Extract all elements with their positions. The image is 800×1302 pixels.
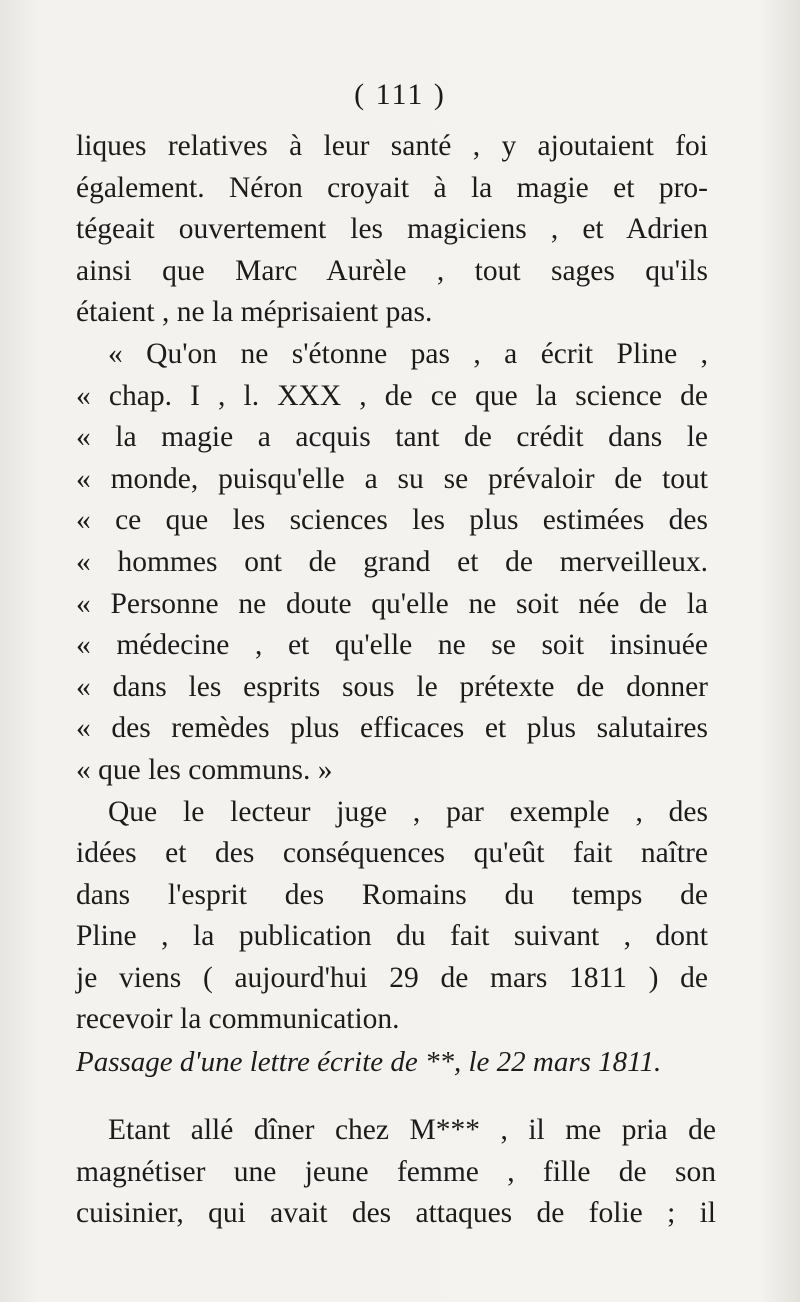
main-text xyxy=(76,126,708,1041)
page-number: ( 111 ) xyxy=(354,78,446,111)
text-line: dans l'esprit des Romains du temps de xyxy=(76,878,708,911)
text-line: étaient , ne la méprisaient pas. xyxy=(76,296,433,329)
text-line: « hommes ont de grand et de merveilleux. xyxy=(76,545,708,578)
text-line: Pline , la publication du fait suivant , dont xyxy=(76,920,708,953)
text-line: « Personne ne doute qu'elle ne soit née de la xyxy=(76,587,708,620)
text-line: « la magie a acquis tant de crédit dans le xyxy=(76,421,708,454)
text-line: je viens ( aujourd'hui 29 de mars 1811 ) de xyxy=(76,961,708,994)
text-line: recevoir la communication. xyxy=(76,1003,400,1036)
letter-text xyxy=(76,1110,716,1235)
text-line: « monde, puisqu'elle a su se prévaloir de tout xyxy=(76,462,708,495)
text-line: magnétiser une jeune femme , fille de son xyxy=(76,1155,716,1188)
text-line: Etant allé dîner chez M*** , il me pria de xyxy=(108,1114,716,1146)
text-line: ainsi que Marc Aurèle , tout sages qu'ils xyxy=(76,254,708,287)
section-caption: Passage d'une lettre écrite de **, le 22 mars 1811. xyxy=(76,1046,662,1078)
text-line: « Qu'on ne s'étonne pas , a écrit Pline , xyxy=(108,337,708,370)
text-line: « des remèdes plus efficaces et plus salutaires xyxy=(76,712,708,745)
text-line: Que le lecteur juge , par exemple , des xyxy=(108,795,708,828)
text-line: tégeait ouvertement les magiciens , et Adrien xyxy=(76,213,708,246)
text-line: idées et des conséquences qu'eût fait naître xyxy=(76,837,708,870)
text-line: « chap. I , l. XXX , de ce que la science de xyxy=(76,379,708,412)
text-line: « dans les esprits sous le prétexte de donner xyxy=(76,670,708,703)
text-line: « médecine , et qu'elle ne se soit insinuée xyxy=(76,629,708,662)
text-line: « ce que les sciences les plus estimées des xyxy=(76,504,708,537)
text-line: également. Néron croyait à la magie et pro- xyxy=(76,171,708,204)
text-line: liques relatives à leur santé , y ajoutaient foi xyxy=(76,130,708,162)
text-line: « que les communs. » xyxy=(76,753,333,786)
text-line: cuisinier, qui avait des attaques de folie ; il xyxy=(76,1197,716,1230)
